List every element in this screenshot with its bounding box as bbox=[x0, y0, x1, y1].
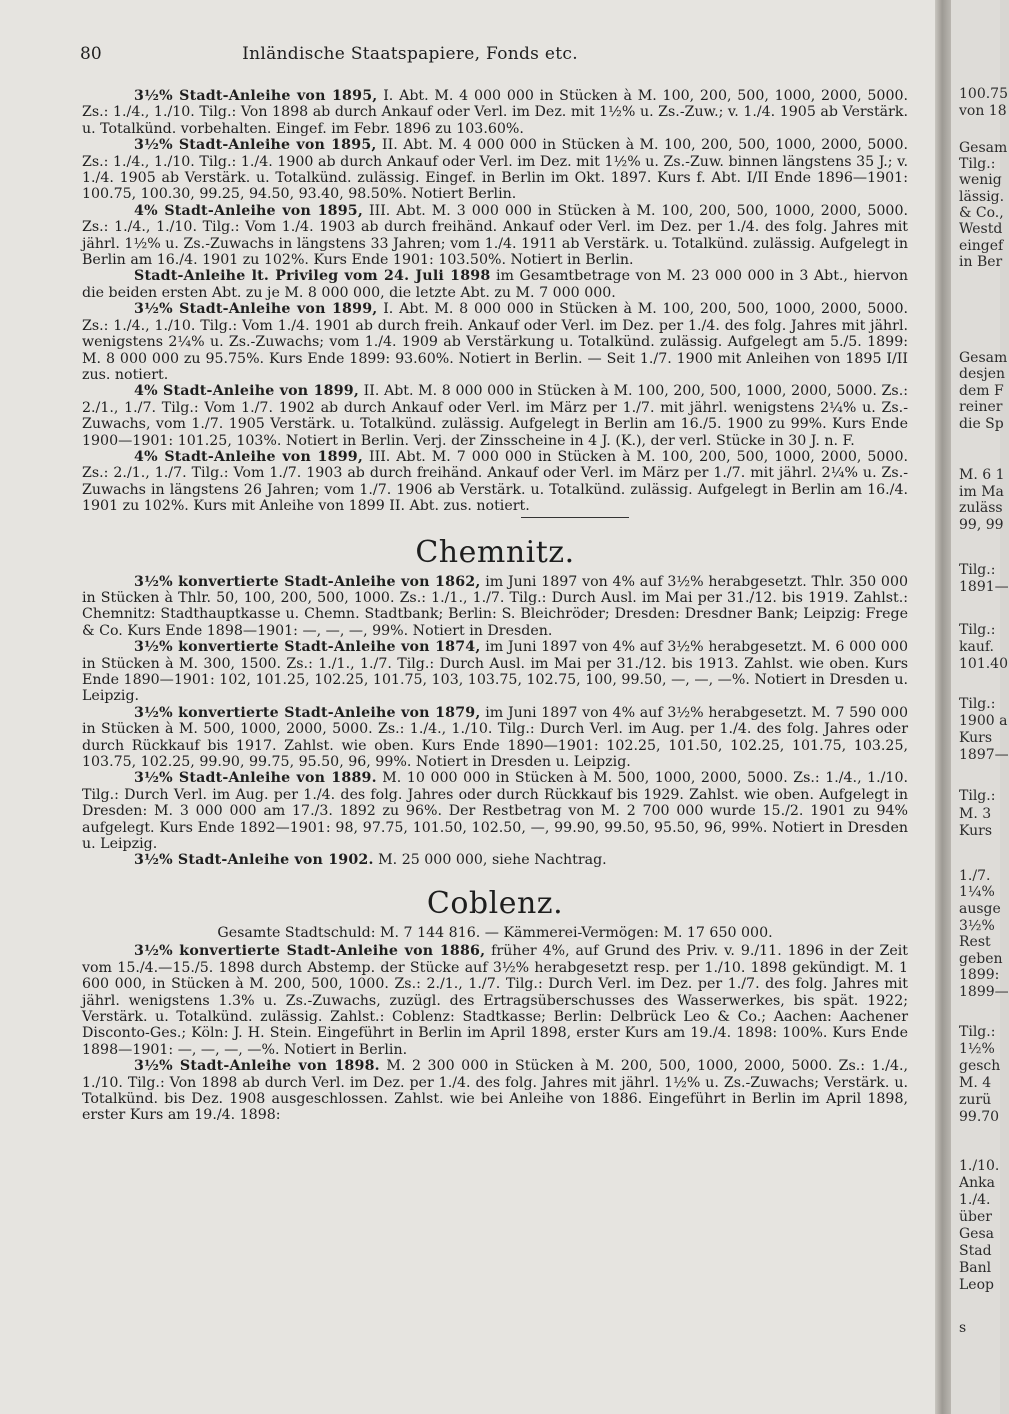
facing-fragment: ausge bbox=[959, 901, 1001, 917]
loan-text: I. Abt. M. 4 000 000 in Stücken à M. 100, 200, 500, 1000, 2000, 5000. Zs.: 1./4., 1./10. Tilg.: Von 1898 ab durch Ankauf oder Verl. im Dez. mit 1½% u. Zs.-Zuw.; v. 1./4. 1905 ab Verstärk. u. Totalkünd. vorbehalten. Eingef. im Febr. 1896 zu 103.60%. bbox=[82, 88, 909, 137]
facing-fragment: Tilg.: bbox=[959, 622, 996, 638]
loan-heading: 4% Stadt-Anleihe von 1899, bbox=[134, 448, 364, 465]
facing-fragment: M. 3 bbox=[959, 806, 992, 822]
facing-fragment: wenig bbox=[959, 172, 1002, 188]
loan-entry bbox=[82, 943, 908, 1058]
facing-fragment: Tilg.: bbox=[959, 562, 996, 578]
loan-heading: 3½% Stadt-Anleihe von 1889. bbox=[134, 770, 377, 787]
facing-fragment: reiner bbox=[959, 399, 1003, 415]
facing-fragment: dem F bbox=[959, 383, 1004, 399]
facing-fragment: kauf. bbox=[959, 639, 994, 655]
facing-fragment: 3½% bbox=[959, 918, 995, 934]
loan-text: M. 2 300 000 in Stücken à M. 200, 500, 1000, 2000, 5000. Zs.: 1./4., 1./10. Tilg.: Von 1898 ab durch Verl. im Dez. per 1./4. des folg. Jahres mit jährl. 1½% u. Zs.-Zuwachs; Verstärk. u. Totalkünd. bis Dez. 1908 ausgeschlossen. Zahlst. wie bei Anleihe von 1886. Eingeführt in Berlin im April 1898, erster Kurs am 19./4. 1898: bbox=[82, 1058, 909, 1124]
facing-fragment: zurü bbox=[959, 1092, 992, 1108]
section-divider bbox=[521, 517, 629, 518]
loan-heading: 3½% Stadt-Anleihe von 1895, bbox=[134, 88, 378, 104]
facing-fragment: Tilg.: bbox=[959, 156, 996, 172]
city-heading-coblenz: Coblenz. bbox=[426, 885, 564, 921]
facing-page-edge bbox=[951, 0, 1009, 1414]
facing-fragment: Rest bbox=[959, 934, 991, 950]
facing-fragment: Kurs bbox=[959, 730, 993, 746]
loan-entry bbox=[82, 770, 908, 852]
loan-text: M. 10 000 000 in Stücken à M. 500, 1000, 2000, 5000. Zs.: 1./4., 1./10. Tilg.: Durch Verl. im Aug. per 1./4. des folg. Jahres oder durch Rückkauf bis 1929. Zahlst. wie oben. Aufgelegt in Dresden: M. 3 000 000 am 17./3. 1892 zu 96%. Der Restbetrag von M. 2 700 000 wurde 15./2. 1901 zu 94% aufgelegt. Kurs Ende 1892—1901: 98, 97.75, 101.50, 102.50, —, 99.90, 99.50, 95.50, 96, 99%. Notiert in Dresden u. Leipzig. bbox=[82, 770, 908, 853]
facing-fragment: gesch bbox=[959, 1058, 1001, 1074]
page-header bbox=[80, 44, 910, 68]
facing-fragment: Tilg.: bbox=[959, 1024, 996, 1040]
section-chemnitz bbox=[82, 536, 908, 869]
loan-entry bbox=[82, 1058, 908, 1124]
page-number: 80 bbox=[80, 44, 102, 64]
loan-heading: 4% Stadt-Anleihe von 1895, bbox=[134, 202, 364, 219]
facing-fragment: 1./4. bbox=[959, 1192, 991, 1208]
loan-text: im Juni 1897 von 4% auf 3½% herabgesetzt. M. 6 000 000 in Stücken à M. 300, 1500. Zs.: 1./1., 1./7. Tilg.: Durch Ausl. im Mai per 31./12. bis 1913. Zahlst. wie oben. Kurs Ende 1890—1901: 102, 101.25, 102.25, 101.75, 103, 103.75, 102.75, 100, 99.50, —, —, —%. Notiert in Dresden u. Leipzig. bbox=[82, 639, 908, 705]
facing-fragment: 1½% bbox=[959, 1041, 995, 1057]
facing-fragment: Tilg.: bbox=[959, 788, 996, 804]
loan-entry bbox=[82, 449, 908, 515]
running-title: Inländische Staatspapiere, Fonds etc. bbox=[242, 44, 578, 64]
loan-heading: 3½% konvertierte Stadt-Anleihe von 1862, bbox=[134, 573, 481, 590]
facing-fragment: im Ma bbox=[959, 484, 1004, 500]
facing-fragment: 99.70 bbox=[959, 1109, 1000, 1125]
facing-fragment: Gesam bbox=[959, 140, 1008, 156]
facing-fragment: 1./7. bbox=[959, 868, 991, 884]
facing-fragment: s bbox=[959, 1320, 967, 1336]
facing-fragment: M. 4 bbox=[959, 1075, 992, 1091]
loan-entry bbox=[82, 88, 908, 137]
loan-text: II. Abt. M. 8 000 000 in Stücken à M. 100, 200, 500, 1000, 2000, 5000. Zs.: 2./1., 1./7. Tilg.: Vom 1./7. 1902 ab durch Ankauf oder Verl. im März per 1./7. mit jährl. wenigstens 2¼% u. Zs.-Zuwachs, vom 1./7. 1905 Verstärk. u. Totalkünd. zulässig. Aufgelegt in Berlin am 16./5. 1900 zu 99%. Kurs Ende 1900—1901: 101.25, 103%. Notiert in Berlin. Verj. der Zinsscheine in 4 J. (K.), der verl. Stücke in 30 J. n. F. bbox=[82, 383, 908, 449]
facing-fragment: Stad bbox=[959, 1243, 992, 1259]
facing-fragment: 1¼% bbox=[959, 884, 995, 900]
loan-heading: 3½% konvertierte Stadt-Anleihe von 1874, bbox=[134, 639, 481, 656]
facing-fragment: zuläss bbox=[959, 500, 1003, 516]
loan-heading: 3½% Stadt-Anleihe von 1899, bbox=[134, 301, 378, 318]
loan-heading: 3½% Stadt-Anleihe von 1902. bbox=[134, 852, 374, 869]
facing-fragment: 99, 99 bbox=[959, 517, 1004, 533]
facing-fragment: 101.40 bbox=[959, 656, 1008, 672]
loan-text: III. Abt. M. 3 000 000 in Stücken à M. 100, 200, 500, 1000, 2000, 5000. Zs.: 1./4., 1./10. Tilg.: Vom 1./4. 1903 ab durch freihänd. Ankauf oder Verl. im Dez. per 1./4. des folg. Jahres mit jährl. 1½% u. Zs.-Zuwachs in längstens 33 Jahren; vom 1./4. 1911 ab Verstärk. u. Totalkünd. zulässig. Aufgelegt in Berlin am 16./4. 1901 zu 102%. Kurs Ende 1901: 103.50%. Notiert in Berlin. bbox=[82, 202, 908, 269]
section-coblenz bbox=[82, 887, 908, 1124]
loan-heading: 3½% konvertierte Stadt-Anleihe von 1886, bbox=[134, 943, 486, 960]
facing-fragment: lässig. bbox=[959, 189, 1005, 205]
loan-entry bbox=[82, 383, 908, 449]
facing-fragment: 1897— bbox=[959, 747, 1009, 763]
loan-entry bbox=[82, 705, 908, 771]
loan-entry bbox=[82, 301, 908, 383]
facing-fragment: 1899— bbox=[959, 984, 1009, 1000]
facing-fragment: von 18 bbox=[959, 103, 1007, 119]
facing-fragment: über bbox=[959, 1209, 992, 1225]
loan-entry bbox=[82, 852, 908, 868]
facing-fragment: Banl bbox=[959, 1260, 992, 1276]
loan-entry bbox=[82, 268, 908, 301]
facing-fragment: 1899: bbox=[959, 967, 1000, 983]
loan-heading: 3½% Stadt-Anleihe von 1898. bbox=[134, 1058, 380, 1075]
loan-entry bbox=[82, 639, 908, 705]
loan-text: im Juni 1897 von 4% auf 3½% herabgesetzt. Thlr. 350 000 in Stücken à Thlr. 50, 100, 200, 500, 1000. Zs.: 1./1., 1./7. Tilg.: Durch Ausl. im Mai per 31./12. bis 1919. Zahlst.: Chemnitz: Stadthauptkasse u. Chemn. Stadtbank; Berlin: S. Bleichröder; Dresden: Dresdner Bank; Leipzig: Frege & Co. Kurs Ende 1898—1901: —, —, —, 99%. Notiert in Dresden. bbox=[82, 573, 908, 639]
loan-text: I. Abt. M. 8 000 000 in Stücken à M. 100, 200, 500, 1000, 2000, 5000. Zs.: 1./4., 1./10. Tilg.: Vom 1./4. 1901 ab durch freih. Ankauf oder Verl. im Dez. per 1./4. des folg. Jahres mit jährl. wenigstens 2¼% u. Zs.-Zuwachs; vom 1./4. 1909 ab Verstärkung u. Totalkünd. zulässig. Aufgelegt am 5./5. 1899: M. 8 000 000 zu 95.75%. Kurs Ende 1899: 93.60%. Notiert in Berlin. — Seit 1./7. 1900 mit Anleihen von 1895 I/II zus. notiert. bbox=[82, 301, 909, 383]
loan-heading: Stadt-Anleihe lt. Privileg vom 24. Juli 1898 bbox=[134, 268, 491, 285]
book-gutter bbox=[935, 0, 951, 1414]
loan-entry bbox=[82, 137, 908, 203]
page-body bbox=[82, 88, 908, 1124]
city-heading-chemnitz: Chemnitz. bbox=[415, 534, 575, 570]
facing-fragment: Leop bbox=[959, 1277, 994, 1293]
facing-fragment: 100.75 bbox=[959, 86, 1008, 102]
loan-text: M. 25 000 000, siehe Nachtrag. bbox=[373, 852, 607, 869]
section-berlin-loans bbox=[82, 88, 908, 518]
loan-text: III. Abt. M. 7 000 000 in Stücken à M. 100, 200, 500, 1000, 2000, 5000. Zs.: 2./1., 1./7. Tilg.: Vom 1./7. 1903 ab durch freihänd. Ankauf oder Verl. im März per 1./7. mit jährl. 2¼% u. Zs.-Zuwachs in längstens 26 Jahren; vom 1./7. 1906 ab Verstärk. u. Totalkünd. zulässig. Aufgelegt in Berlin am 16./4. 1901 zu 102%. Kurs mit Anleihe von 1899 II. Abt. zus. notiert. bbox=[82, 448, 908, 515]
loan-text: früher 4%, auf Grund des Priv. v. 9./11. 1896 in der Zeit vom 15./4.—15./5. 1898 durch Abstemp. der Stücke auf 3½% herabgesetzt resp. per 1./10. 1898 gekündigt. M. 1 600 000, in Stücken à M. 200, 500, 1000. Zs.: 2./1., 1./7. Tilg.: Durch Verl. im Dez. per 1./7. des folg. Jahres mit jährl. wenigstens 1.3% u. Zs.-Zuwachs, zuzügl. des Ertragsüberschusses des Wasserwerkes, bis spät. 1922; Verstärk. u. Totalkünd. zulässig. Zahlst.: Coblenz: Stadtkasse; Berlin: Delbrück Leo & Co.; Aachen: Aachener Disconto-Ges.; Köln: J. H. Stein. Eingeführt in Berlin im April 1898, erster Kurs am 19./4. 1898: 100%. Kurs Ende 1898—1901: —, —, —, —%. Notiert in Berlin. bbox=[82, 943, 908, 1058]
loan-text: II. Abt. M. 4 000 000 in Stücken à M. 100, 200, 500, 1000, 2000, 5000. Zs.: 1./4., 1./10. Tilg.: 1./4. 1900 ab durch Ankauf oder Verl. im Dez. mit 1½% u. Zs.-Zuw. binnen längstens 35 J.; v. 1./4. 1905 ab Verstärk. u. Totalkünd. zulässig. Eingef. in Berlin im Okt. 1897. Kurs f. Abt. I/II Ende 1896—1901: 100.75, 100.30, 99.25, 94.50, 93.40, 98.50%. Notiert Berlin. bbox=[82, 137, 908, 203]
facing-fragment: 1900 a bbox=[959, 713, 1008, 729]
facing-fragment: geben bbox=[959, 951, 1003, 967]
facing-fragment: M. 6 1 bbox=[959, 467, 1005, 483]
loan-entry bbox=[82, 574, 908, 640]
facing-fragment: Tilg.: bbox=[959, 696, 996, 712]
facing-fragment: die Sp bbox=[959, 416, 1004, 432]
facing-fragment: in Ber bbox=[959, 254, 1003, 270]
facing-fragment: & Co., bbox=[959, 205, 1004, 221]
facing-fragment: 1./10. bbox=[959, 1158, 1000, 1174]
facing-fragment: eingef bbox=[959, 238, 1004, 254]
city-debt-summary: Gesamte Stadtschuld: M. 7 144 816. — Kämmerei-Vermögen: M. 17 650 000. bbox=[217, 924, 773, 941]
loan-heading: 3½% Stadt-Anleihe von 1895, bbox=[134, 137, 377, 154]
loan-heading: 4% Stadt-Anleihe von 1899, bbox=[134, 383, 359, 400]
loan-text: im Juni 1897 von 4% auf 3½% herabgesetzt. M. 7 590 000 in Stücken à M. 500, 1000, 2000, 5000. Zs.: 1./4., 1./10. Tilg.: Durch Verl. im Aug. per 1./4. des folg. Jahres oder durch Rückkauf bis 1917. Zahlst. wie oben. Kurs Ende 1890—1901: 102.25, 101.50, 102.25, 101.75, 103.25, 103.75, 102.25, 99.90, 99.75, 95.50, 96, 99%. Notiert in Dresden u. Leipzig. bbox=[82, 704, 908, 771]
facing-fragment: desjen bbox=[959, 366, 1006, 382]
loan-entry bbox=[82, 203, 908, 269]
facing-fragment: Westd bbox=[959, 221, 1003, 237]
loan-heading: 3½% konvertierte Stadt-Anleihe von 1879, bbox=[134, 704, 481, 721]
facing-fragment: Kurs bbox=[959, 823, 993, 839]
facing-fragment: Gesa bbox=[959, 1226, 994, 1242]
facing-fragment: 1891— bbox=[959, 579, 1009, 595]
facing-fragment: Gesam bbox=[959, 350, 1008, 366]
loan-text: im Gesamtbetrage von M. 23 000 000 in 3 Abt., hiervon die beiden ersten Abt. zu je M. 8 000 000, die letzte Abt. zu M. 7 000 000. bbox=[82, 268, 908, 301]
facing-fragment: Anka bbox=[959, 1175, 995, 1191]
